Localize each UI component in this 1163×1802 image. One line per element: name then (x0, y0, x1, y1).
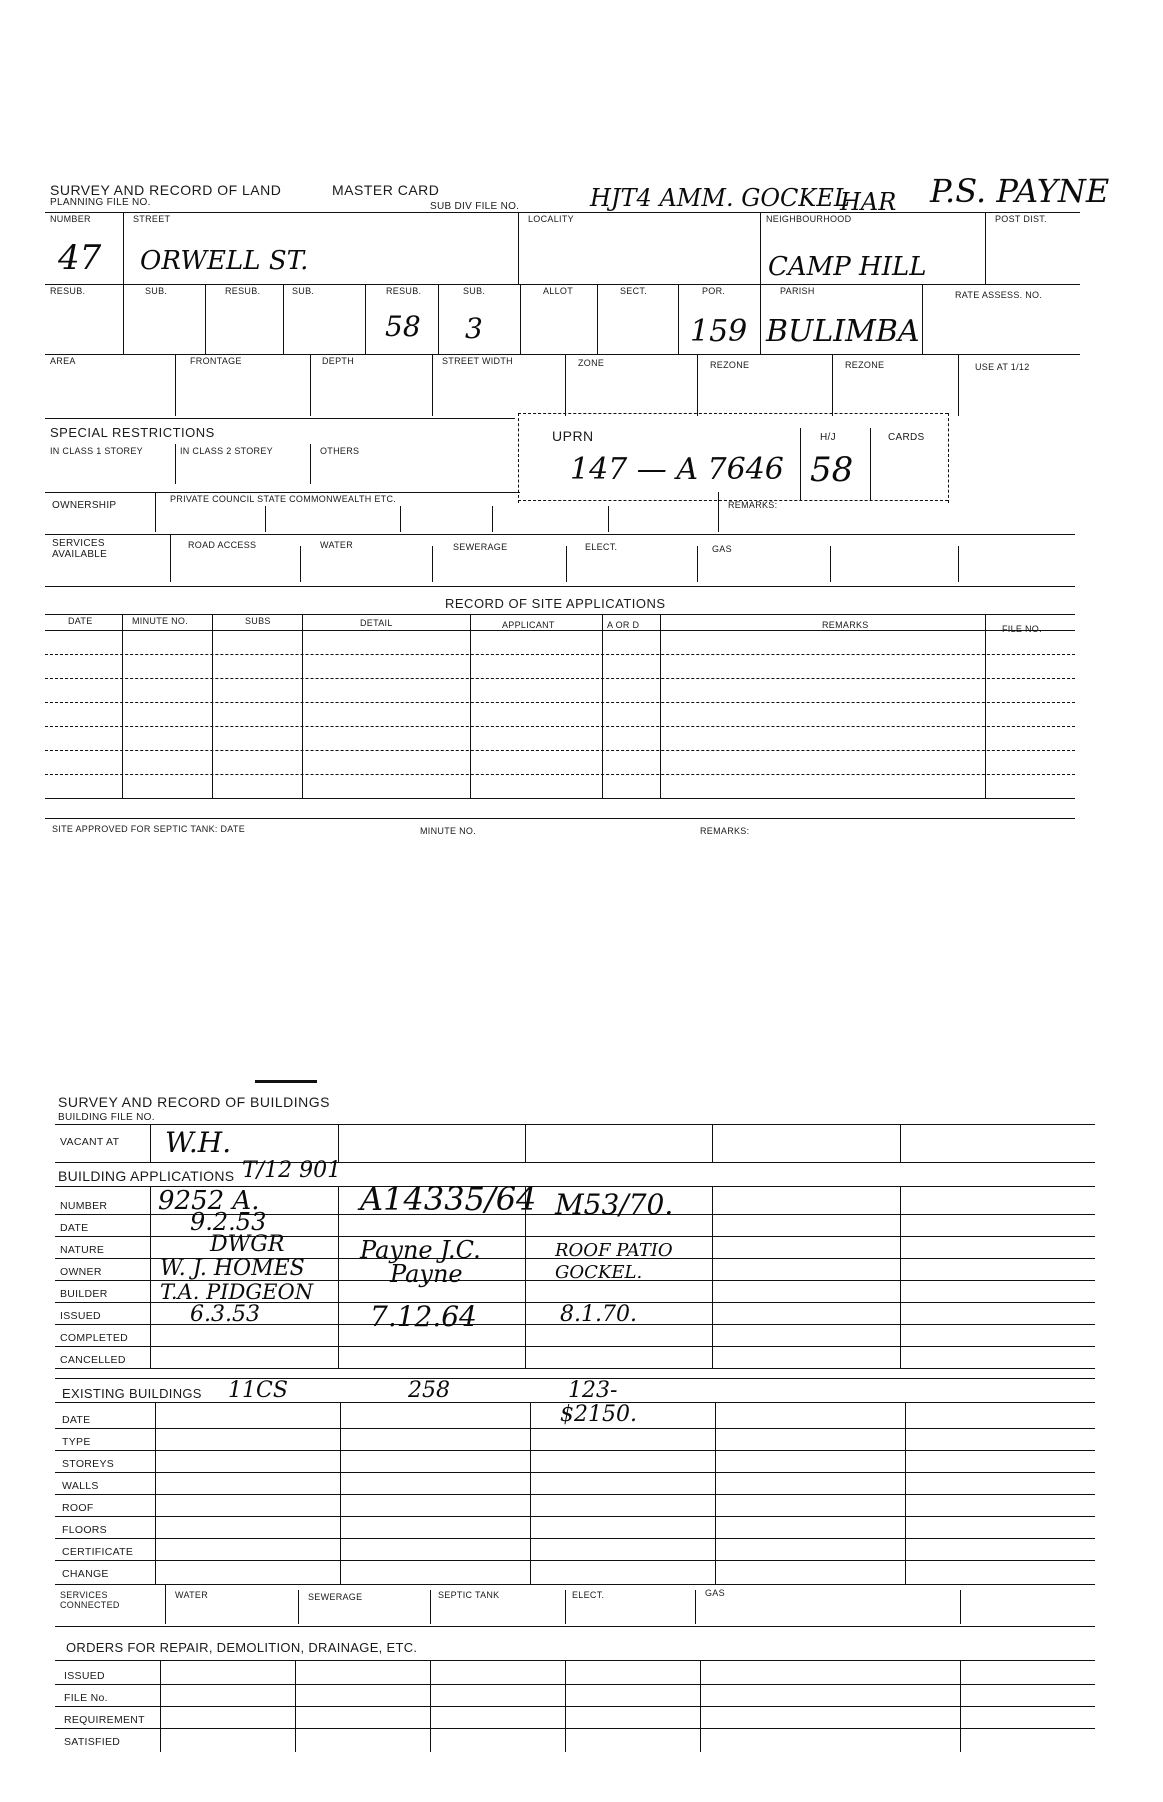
vacant-at-label: VACANT AT (60, 1136, 120, 1148)
ownership-remarks-label: REMARKS: (728, 500, 778, 510)
app-row-builder: BUILDER (60, 1288, 108, 1300)
exist-row-type: TYPE (62, 1436, 91, 1448)
zone-label: ZONE (578, 358, 605, 368)
rate-assess-label: RATE ASSESS. NO. (955, 290, 1043, 300)
uprn-value: 147 — A 7646 (570, 452, 784, 487)
ownership-label: OWNERSHIP (52, 500, 117, 511)
neighbourhood-label: NEIGHBOURHOOD (766, 214, 852, 224)
header-handwriting: HJT4 AMM. GOCKEL (590, 184, 850, 212)
sc-septic-label: SEPTIC TANK (438, 1590, 500, 1600)
existing-value-3: 123- (568, 1378, 618, 1403)
buildings-title: SURVEY AND RECORD OF BUILDINGS (58, 1094, 330, 1110)
header-handwriting-2: HAR (840, 188, 897, 216)
sc-water-label: WATER (175, 1590, 208, 1600)
app1-builder: T.A. PIDGEON (160, 1280, 314, 1304)
app-row-nature: NATURE (60, 1244, 105, 1256)
site-applicant-label: APPLICANT (502, 620, 555, 630)
post-dist-label: POST DIST. (995, 214, 1047, 224)
resub-label: RESUB. (50, 286, 86, 296)
parish-value: BULIMBA (766, 314, 920, 349)
app-row-issued: ISSUED (60, 1310, 101, 1322)
por-label: POR. (702, 286, 726, 296)
uprn-label: UPRN (552, 428, 594, 444)
existing-value-1: 11CS (228, 1378, 288, 1403)
owner-name-handwriting: P.S. PAYNE (930, 172, 1110, 210)
app1-nature: DWGR (210, 1232, 285, 1257)
app-row-owner: OWNER (60, 1266, 102, 1278)
app3-number: M53/70. (555, 1188, 674, 1221)
building-applications-label: BUILDING APPLICATIONS (58, 1168, 235, 1184)
sub-label-3: SUB. (463, 286, 486, 296)
record-site-applications-heading: RECORD OF SITE APPLICATIONS (445, 596, 666, 611)
orders-row-issued: ISSUED (64, 1670, 105, 1682)
app2-nature: Payne J.C. (360, 1236, 481, 1264)
class2-label: IN CLASS 2 STOREY (180, 446, 273, 456)
app-row-number: NUMBER (60, 1200, 108, 1212)
class1-label: IN CLASS 1 STOREY (50, 446, 143, 456)
street-width-label: STREET WIDTH (442, 356, 513, 366)
orders-row-file: FILE No. (64, 1692, 108, 1704)
septic-minute-label: MINUTE NO. (420, 826, 476, 836)
app-row-cancelled: CANCELLED (60, 1354, 126, 1366)
app2-owner: Payne (390, 1260, 463, 1288)
sc-elect-label: ELECT. (572, 1590, 605, 1600)
frontage-label: FRONTAGE (190, 356, 242, 366)
street-value: ORWELL ST. (140, 246, 309, 276)
sc-sewerage-label: SEWERAGE (308, 1592, 363, 1602)
sub-div-file-label: SUB DIV FILE NO. (430, 201, 520, 212)
cards-label: CARDS (888, 432, 925, 443)
number-label: NUMBER (50, 214, 91, 224)
street-label: STREET (133, 214, 171, 224)
por-value: 159 (690, 314, 748, 349)
sub-label-2: SUB. (292, 286, 315, 296)
allot-label: ALLOT (543, 286, 574, 296)
existing-buildings-label: EXISTING BUILDINGS (62, 1386, 202, 1401)
app3-owner: GOCKEL. (555, 1262, 643, 1283)
vacant-at-value: W.H. (165, 1126, 232, 1159)
building-applications-note: T/12 901 (242, 1158, 342, 1183)
app2-issued: 7.12.64 (370, 1300, 477, 1333)
app2-number: A14335/64 (360, 1180, 537, 1218)
site-remarks-label: REMARKS (822, 620, 869, 630)
resub-label-3: RESUB. (386, 286, 422, 296)
exist-row-certificate: CERTIFICATE (62, 1546, 134, 1558)
app1-number: 9252 A. (158, 1186, 260, 1216)
exist-row-change: CHANGE (62, 1568, 109, 1580)
app-row-completed: COMPLETED (60, 1332, 129, 1344)
services-available-label: SERVICES AVAILABLE (52, 538, 108, 560)
depth-label: DEPTH (322, 356, 355, 366)
road-access-label: ROAD ACCESS (188, 540, 257, 550)
hn-label: H/J (820, 432, 836, 443)
site-detail-label: DETAIL (360, 618, 393, 628)
rezone-label-2: REZONE (845, 360, 885, 370)
elect-label: ELECT. (585, 542, 618, 552)
ownership-types-label: PRIVATE COUNCIL STATE COMMONWEALTH ETC. (170, 494, 397, 504)
app3-issued: 8.1.70. (560, 1302, 637, 1327)
exist-row-date: DATE (62, 1414, 91, 1426)
exist-row-roof: ROOF (62, 1502, 94, 1514)
site-subs-label: SUBS (245, 616, 271, 626)
resub-value: 58 (385, 310, 421, 343)
master-card-label: MASTER CARD (332, 182, 440, 198)
sc-gas-label: GAS (705, 1588, 725, 1598)
existing-value-4: $2150. (560, 1402, 637, 1427)
services-connected-label: SERVICES CONNECTED (60, 1590, 120, 1610)
lot-number-value: 47 (58, 238, 102, 278)
app-row-date: DATE (60, 1222, 89, 1234)
water-label: WATER (320, 540, 353, 550)
app1-date: 9.2.53 (190, 1208, 267, 1236)
app3-nature: ROOF PATIO (555, 1240, 673, 1261)
neighbourhood-value: CAMP HILL (768, 252, 927, 282)
use-at-label: USE AT 1/12 (975, 362, 1030, 372)
sewerage-label: SEWERAGE (453, 542, 508, 552)
orders-row-satisfied: SATISFIED (64, 1736, 121, 1748)
sub-value: 3 (465, 312, 483, 345)
orders-row-requirement: REQUIREMENT (64, 1714, 145, 1726)
orders-heading: ORDERS FOR REPAIR, DEMOLITION, DRAINAGE, ETC. (66, 1640, 418, 1655)
parish-label: PARISH (780, 286, 815, 296)
exist-row-walls: WALLS (62, 1480, 99, 1492)
septic-approval-label: SITE APPROVED FOR SEPTIC TANK: DATE (52, 824, 246, 834)
gas-label: GAS (712, 544, 732, 554)
septic-remarks-label: REMARKS: (700, 826, 750, 836)
sect-label: SECT. (620, 286, 648, 296)
exist-row-floors: FLOORS (62, 1524, 107, 1536)
resub-label-2: RESUB. (225, 286, 261, 296)
exist-row-storeys: STOREYS (62, 1458, 115, 1470)
site-file-label: FILE NO. (1002, 624, 1042, 634)
site-date-label: DATE (68, 616, 93, 626)
hn-value: 58 (810, 450, 854, 490)
rezone-label: REZONE (710, 360, 750, 370)
others-label: OTHERS (320, 446, 360, 456)
app1-owner: W. J. HOMES (160, 1256, 305, 1281)
land-title: SURVEY AND RECORD OF LAND (50, 182, 282, 198)
locality-label: LOCALITY (528, 214, 574, 224)
existing-value-2: 258 (408, 1378, 450, 1403)
site-a-or-d-label: A OR D (607, 620, 640, 630)
site-minute-label: MINUTE NO. (132, 616, 188, 626)
special-restrictions-label: SPECIAL RESTRICTIONS (50, 425, 215, 440)
planning-file-label: PLANNING FILE NO. (50, 197, 151, 208)
app1-issued: 6.3.53 (190, 1302, 260, 1327)
area-label: AREA (50, 356, 76, 366)
building-file-label: BUILDING FILE NO. (58, 1112, 155, 1123)
sub-label: SUB. (145, 286, 168, 296)
